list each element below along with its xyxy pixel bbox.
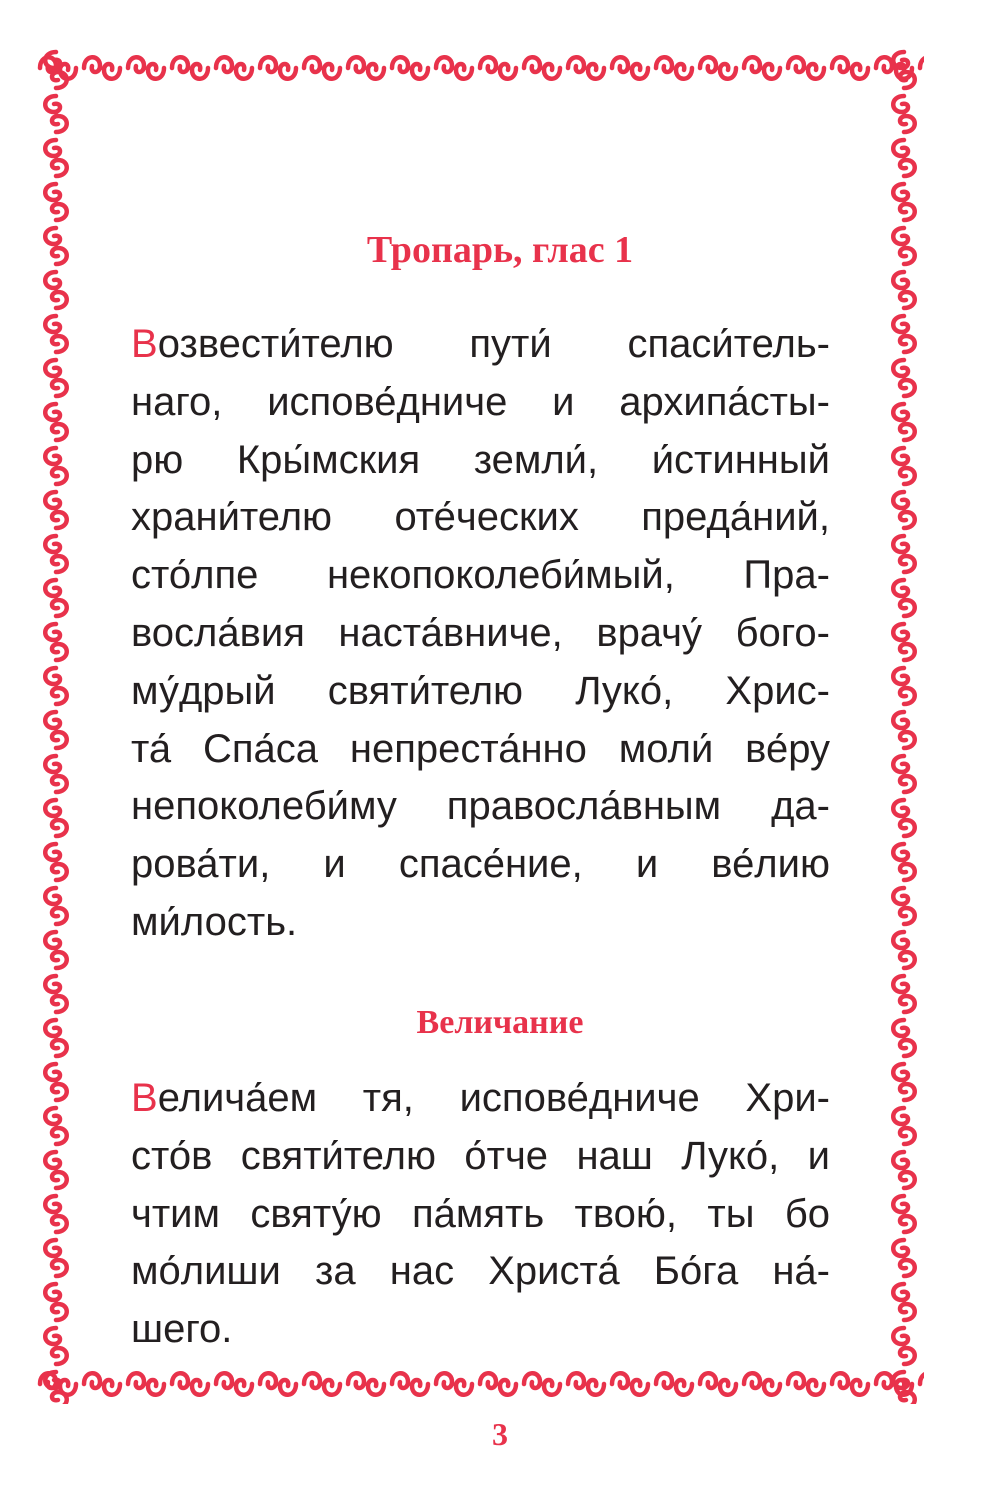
text-line: Возвести́телю пути́ спаси́тель- [131, 322, 830, 366]
troparion-text [131, 316, 830, 952]
text-line: ми́лость. [131, 899, 298, 944]
text-line: му́дрый святи́телю Луко́, Хрис- [131, 668, 830, 713]
text-line: та́ Спа́са непреста́нно моли́ ве́ру [131, 726, 830, 771]
text-line: наго, испове́дниче и архипа́сты- [131, 379, 830, 424]
text-line: восла́вия наста́вниче, врачу́ бого- [131, 610, 830, 655]
top-border-icon [36, 48, 924, 88]
text-line: рова́ти, и спасе́ние, и ве́лию [131, 842, 830, 887]
text-line: сто́лпе некопоколеби́мый, Пра- [131, 553, 830, 598]
text-line: мо́лиши за нас Христа́ Бо́га на́- [131, 1249, 830, 1294]
text-line: рю Кры́мския земли́, и́стинный [131, 437, 830, 482]
velichanie-text [131, 1070, 830, 1359]
text-line: храни́телю оте́ческих преда́ний, [131, 495, 830, 540]
red-initial-letter: В [131, 322, 158, 366]
text-line: Велича́ем тя, испове́дниче Хри- [131, 1076, 830, 1120]
text-line: чтим святу́ю па́мять твою́, ты бо [131, 1191, 830, 1236]
bottom-border-icon [36, 1364, 924, 1404]
troparion-heading: Тропарь, глас 1 [366, 229, 634, 271]
text-line: непоколеби́му правосла́вным да- [131, 784, 830, 829]
text-line: шего. [131, 1307, 233, 1352]
velichanie-heading: Величание [416, 1004, 584, 1041]
red-initial-letter: В [131, 1076, 158, 1120]
text-line: сто́в святи́телю о́тче наш Луко́, и [131, 1133, 830, 1178]
page-number: 3 [492, 1416, 508, 1452]
